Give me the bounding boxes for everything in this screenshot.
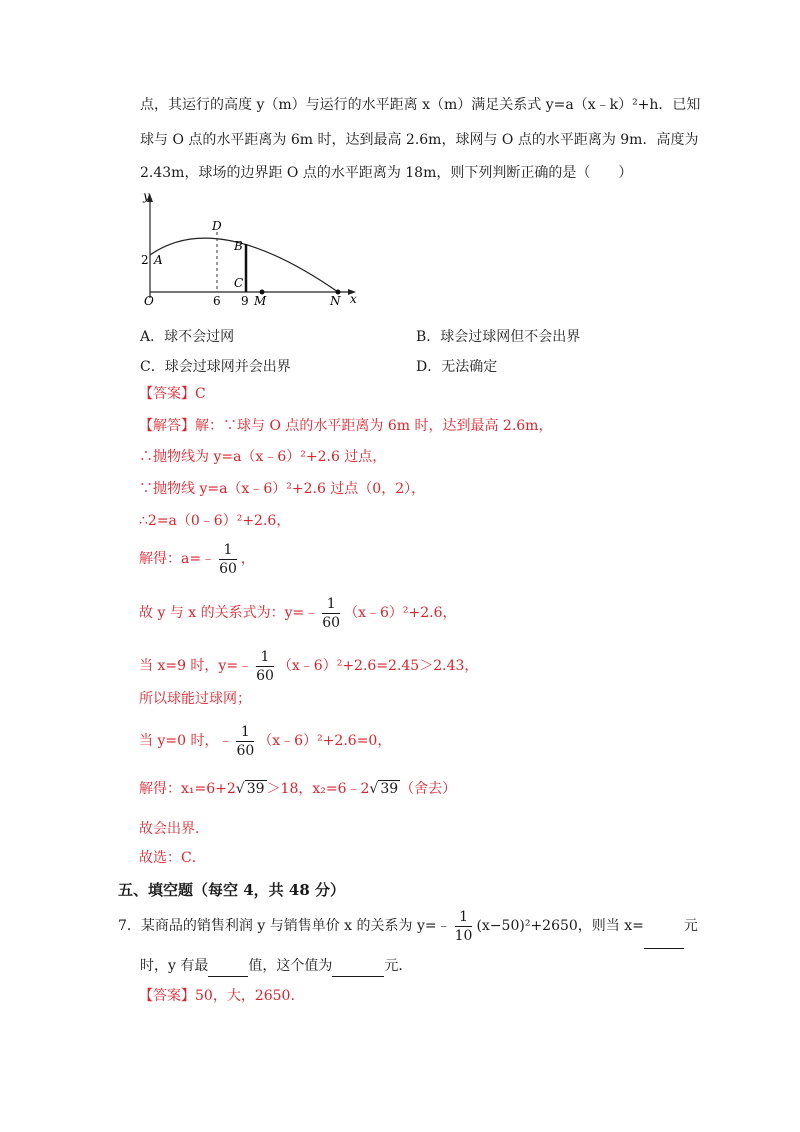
solution-text-9b: （x﹣6）²+2.6=0， xyxy=(258,733,392,749)
label-D: D xyxy=(212,219,222,233)
option-C: C．球会过球网并会出界 xyxy=(140,359,291,375)
x-axis-label: x xyxy=(350,292,357,306)
solution-line-8: 所以球能过球网； xyxy=(139,691,251,707)
fraction-numerator: 1 xyxy=(219,541,237,560)
solution-text-7a: 当 x=9 时，y=﹣ xyxy=(139,658,253,674)
fraction-1-60 xyxy=(236,723,254,760)
solution-text-6b: （x﹣6）²+2.6， xyxy=(344,605,457,621)
solution-text-10c: （舍去） xyxy=(400,781,457,797)
solution-line-6 xyxy=(139,594,457,632)
q7-line-1 xyxy=(118,904,698,949)
label-M: M xyxy=(254,294,267,308)
q7-number: 7． xyxy=(118,918,141,934)
answer7-value: 50，大，2650. xyxy=(195,988,295,1004)
solution-text-5b: ， xyxy=(240,551,255,567)
solution-line-11: 故会出界． xyxy=(139,821,209,837)
section-title: 五、填空题（每空 4，共 48 分） xyxy=(118,881,345,899)
fraction-denominator: 60 xyxy=(219,560,237,577)
label-N: N xyxy=(330,294,341,308)
q7-blank-3 xyxy=(332,956,384,977)
solution-line-4: ∴2=a（0﹣6）²+2.6， xyxy=(139,513,291,529)
answer-label: 【答案】 xyxy=(139,386,195,402)
sqrt-sign: √ xyxy=(369,781,379,797)
label-B: B xyxy=(234,239,243,253)
y-axis-label: y xyxy=(143,189,150,203)
label-2: 2 xyxy=(141,253,149,267)
solution-text-5a: 解得：a=﹣ xyxy=(139,551,216,567)
fraction-numerator: 1 xyxy=(455,908,473,927)
solution-line-1 xyxy=(139,416,552,436)
q7-blank-1 xyxy=(644,904,684,949)
q7-line-2 xyxy=(140,956,412,977)
solution-line-12: 故选：C． xyxy=(139,850,206,866)
fraction-denominator: 60 xyxy=(256,667,274,684)
fraction-denominator: 60 xyxy=(322,614,341,631)
fraction-1-10 xyxy=(455,908,473,945)
label-A: A xyxy=(154,253,163,267)
solution-text-1: 解：∵球与 O 点的水平距离为 6m 时，达到最高 2.6m， xyxy=(195,418,553,434)
answer7-label: 【答案】 xyxy=(139,988,195,1004)
problem-line-3: 2.43m，球场的边界距 O 点的水平距离为 18m，则下列判断正确的是（ ） xyxy=(140,165,633,181)
label-C: C xyxy=(234,276,244,290)
option-B: B．球会过球网但不会出界 xyxy=(416,329,581,345)
sqrt-radicand-1: 39 xyxy=(246,781,265,797)
fraction-1-60 xyxy=(256,648,274,685)
option-D: D．无法确定 xyxy=(416,359,498,375)
solution-line-9 xyxy=(139,722,391,760)
problem-line-1: 点，其运行的高度 y（m）与运行的水平距离 x（m）满足关系式 y=a（x﹣k）²+h．已知 xyxy=(140,97,701,113)
fraction-1-60 xyxy=(322,595,340,632)
answer7-line xyxy=(139,986,295,1006)
fraction-1-60 xyxy=(219,541,237,578)
solution-line-2: ∴抛物线为 y=a（x﹣6）²+2.6 过点， xyxy=(139,449,387,465)
parabola-figure xyxy=(138,188,368,308)
fraction-numerator: 1 xyxy=(322,595,340,614)
q7-expression: (x−50)² xyxy=(476,918,531,934)
origin-label: O xyxy=(144,294,154,308)
solution-text-9a: 当 y=0 时，﹣ xyxy=(139,733,233,749)
fraction-numerator: 1 xyxy=(256,648,274,667)
option-A: A．球不会过网 xyxy=(140,329,235,345)
fraction-denominator: 10 xyxy=(454,927,473,944)
q7-text-2c: 元． xyxy=(384,958,413,974)
solution-text-7b: （x﹣6）²+2.6=2.45＞2.43， xyxy=(277,658,479,674)
q7-text-post: +2650，则当 x= xyxy=(530,918,644,934)
label-9: 9 xyxy=(241,294,249,308)
problem-line-2: 球与 O 点的水平距离为 6m 时，达到最高 2.6m，球网与 O 点的水平距离为 9m．高度为 xyxy=(140,132,699,148)
label-6: 6 xyxy=(213,294,221,308)
fraction-numerator: 1 xyxy=(236,723,254,742)
solution-text-6a: 故 y 与 x 的关系式为：y=﹣ xyxy=(139,605,319,621)
answer-value: C xyxy=(195,386,206,402)
fraction-denominator: 60 xyxy=(236,742,255,759)
q7-text-2b: 值，这个值为 xyxy=(248,958,333,974)
q7-text-pre: 某商品的销售利润 y 与销售单价 x 的关系为 y=﹣ xyxy=(140,918,451,934)
solution-line-10 xyxy=(139,779,456,799)
trajectory-curve xyxy=(150,238,338,292)
solution-line-7 xyxy=(139,647,478,685)
solution-text-10b: ＞18，x₂=6﹣2 xyxy=(266,781,370,797)
sqrt-sign: √ xyxy=(235,781,245,797)
q7-blank-2 xyxy=(208,956,248,977)
q7-text-unit: 元 xyxy=(683,918,698,934)
answer-line xyxy=(139,384,206,404)
solution-text-10a: 解得：x₁=6+2 xyxy=(139,781,236,797)
solution-line-5 xyxy=(139,540,255,578)
solution-line-3: ∵抛物线 y=a（x﹣6）²+2.6 过点（0，2）， xyxy=(139,481,426,497)
q7-text-2a: 时，y 有最 xyxy=(140,958,209,974)
sqrt-radicand-2: 39 xyxy=(380,781,399,797)
solution-label: 【解答】 xyxy=(139,418,195,434)
